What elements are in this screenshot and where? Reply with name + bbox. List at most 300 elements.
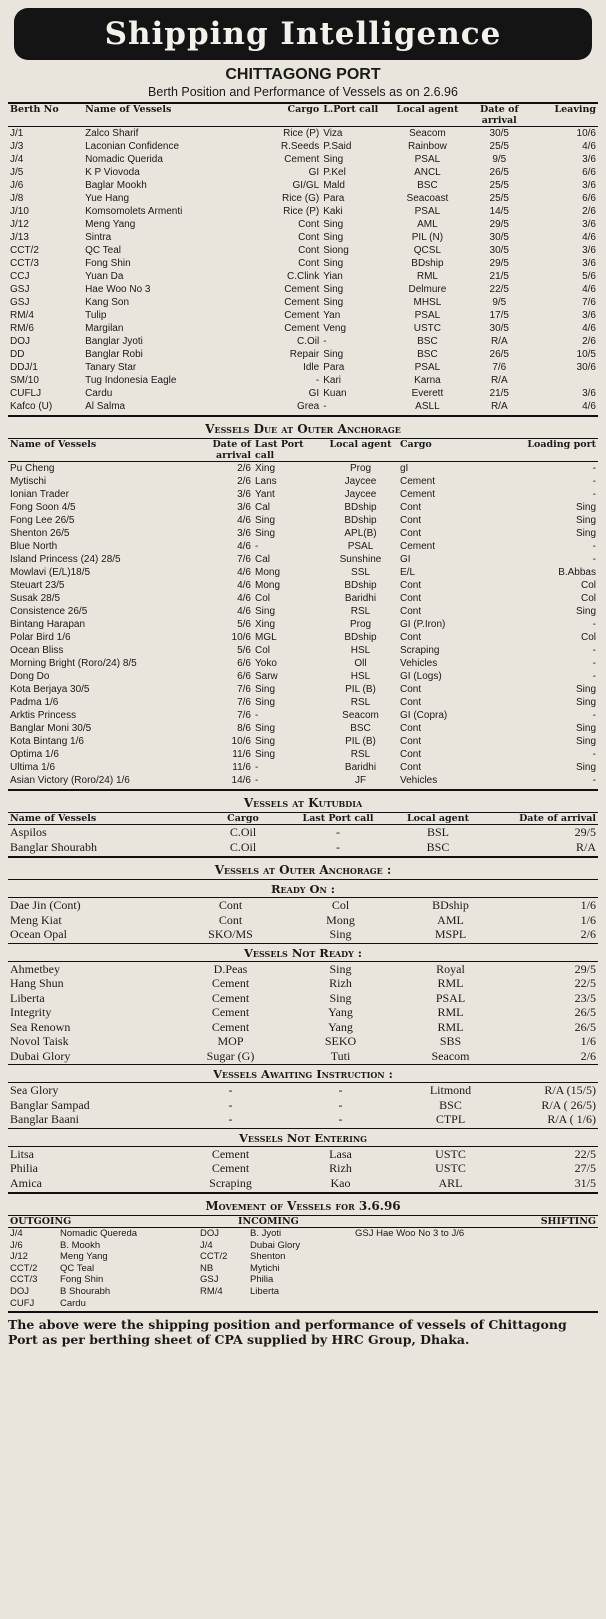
table-cell: QC Teal xyxy=(85,245,122,256)
table-cell: Cement xyxy=(284,323,320,334)
table-cell: 26/5 xyxy=(489,167,509,178)
table-row xyxy=(8,462,598,476)
table-cell: 14/5 xyxy=(489,206,509,217)
table-cell: Rice (G) xyxy=(281,193,320,204)
table-cell: Scraping xyxy=(209,1175,252,1190)
table-cell: Cement xyxy=(211,976,250,990)
table-cell: - xyxy=(336,839,340,854)
table-cell: 4/6 xyxy=(237,567,251,578)
table-row xyxy=(8,976,598,991)
table-cell: 4/6 xyxy=(582,141,596,152)
table-cell: Sing xyxy=(575,528,596,539)
table-cell: DOJ xyxy=(10,336,30,347)
table-cell: C.Oil xyxy=(229,839,257,854)
table-cell: - xyxy=(255,710,259,721)
table-cell: Sing xyxy=(323,297,344,308)
table-cell: Sing xyxy=(329,961,352,976)
table-cell xyxy=(353,1240,598,1252)
table-cell: - xyxy=(228,1112,233,1126)
table-cell: 29/5 xyxy=(489,258,509,269)
table-cell: J/6 xyxy=(10,1239,23,1251)
table-cell: - xyxy=(592,554,596,565)
table-row xyxy=(8,913,598,928)
table-cell: CUFJ xyxy=(10,1297,35,1309)
table-cell: RML xyxy=(437,976,464,990)
table-cell: 30/5 xyxy=(489,128,509,139)
table-cell: Xing xyxy=(255,463,276,474)
table-cell: Cement xyxy=(400,476,436,487)
table-cell: 23/5 xyxy=(574,990,596,1005)
source-note-tail: , Dhaka. xyxy=(411,1332,470,1348)
table-cell: - xyxy=(228,1097,233,1112)
table-cell: - xyxy=(592,710,596,721)
table-cell: Cont xyxy=(400,684,422,695)
table-cell: Cont xyxy=(400,606,422,617)
table-cell: Cement xyxy=(211,1005,250,1019)
table-row xyxy=(8,618,598,631)
table-cell: 30/5 xyxy=(489,232,509,243)
table-cell: 2/6 xyxy=(580,1048,596,1063)
not-ready-table xyxy=(8,962,598,1064)
table-row xyxy=(8,657,598,670)
table-cell: 31/5 xyxy=(574,1175,596,1190)
table-cell: 4/6 xyxy=(582,284,596,295)
table-cell: 3/6 xyxy=(582,154,596,165)
table-cell: 10/6 xyxy=(231,632,251,643)
table-cell: Oll xyxy=(354,658,367,669)
table-cell: Nomadic Querida xyxy=(85,154,163,165)
table-cell: PSAL xyxy=(414,154,441,165)
table-row xyxy=(8,553,598,566)
table-cell: Vehicles xyxy=(400,775,438,786)
table-cell: R/A ( 1/6) xyxy=(547,1112,596,1126)
berth-table xyxy=(8,104,598,413)
table-row xyxy=(8,735,598,748)
table-cell: Kari xyxy=(323,375,342,386)
table-cell: BSC xyxy=(417,180,438,191)
table-cell: Yuan Da xyxy=(85,271,124,282)
table-cell: GSJ Hae Woo No 3 to J/6 xyxy=(355,1228,465,1239)
table-cell: PIL (B) xyxy=(345,684,376,695)
table-row xyxy=(8,1286,598,1298)
column-header: Local agent xyxy=(396,104,459,115)
table-cell: 22/5 xyxy=(574,976,596,990)
table-cell xyxy=(353,1274,598,1286)
table-cell: Sing xyxy=(323,284,344,295)
table-cell: Polar Bird 1/6 xyxy=(10,632,71,643)
source-note-text: The above were the shipping position and performance of vessels of Chittagong Port as per berthing sheet of CPA supplied by xyxy=(8,1317,567,1348)
table-cell: 4/6 xyxy=(582,323,596,334)
table-cell: Col xyxy=(331,898,350,912)
table-cell: Sing xyxy=(255,684,276,695)
table-cell: Fong Shin xyxy=(60,1274,104,1286)
table-cell: Ahmetbey xyxy=(10,961,60,976)
table-cell: Tuti xyxy=(330,1048,351,1063)
table-row xyxy=(8,1240,598,1252)
movement-col-shifting: SHIFTING xyxy=(540,1216,597,1227)
table-cell: GI (Logs) xyxy=(400,671,442,682)
table-cell: 6/6 xyxy=(237,671,251,682)
table-cell: R.Seeds xyxy=(280,141,320,152)
table-row xyxy=(8,218,598,231)
table-cell: Tug Indonesia Eagle xyxy=(85,375,177,386)
column-header: Cargo xyxy=(227,813,259,824)
table-cell: Meng Yang xyxy=(85,219,136,230)
column-header: Local agent xyxy=(329,439,392,450)
table-row xyxy=(8,270,598,283)
table-cell: Prog xyxy=(349,463,372,474)
table-row xyxy=(8,579,598,592)
table-cell: 6/6 xyxy=(582,167,596,178)
table-cell: SM/10 xyxy=(10,375,39,386)
table-row xyxy=(8,1112,598,1127)
column-header: Date of arrival xyxy=(519,813,596,824)
table-cell: Integrity xyxy=(10,1005,52,1019)
table-cell: 2/6 xyxy=(237,476,251,487)
table-cell: - xyxy=(592,476,596,487)
table-cell: - xyxy=(592,671,596,682)
table-cell: Rizh xyxy=(329,976,352,990)
table-cell xyxy=(353,1251,598,1263)
table-cell: AML xyxy=(437,912,464,927)
table-cell: J/10 xyxy=(10,206,29,217)
table-row xyxy=(8,962,598,977)
table-row xyxy=(8,166,598,179)
table-cell: 4/6 xyxy=(237,593,251,604)
table-row xyxy=(8,825,598,840)
table-cell: GI (Copra) xyxy=(400,710,448,721)
table-cell: CCJ xyxy=(10,271,30,282)
table-row xyxy=(8,748,598,761)
table-row xyxy=(8,1049,598,1064)
table-cell: Cement xyxy=(400,489,436,500)
table-row xyxy=(8,644,598,657)
table-cell: Cont xyxy=(400,723,422,734)
table-cell: 5/6 xyxy=(582,271,596,282)
table-cell: PIL (B) xyxy=(345,736,376,747)
table-cell: 7/6 xyxy=(237,697,251,708)
table-cell: J/5 xyxy=(10,167,24,178)
ready-table xyxy=(8,898,598,942)
table-cell: Cardu xyxy=(85,388,113,399)
table-cell: Cont xyxy=(400,593,422,604)
table-cell: 29/5 xyxy=(574,825,596,839)
table-cell: Consistence 26/5 xyxy=(10,606,88,617)
table-cell: R/A xyxy=(490,375,508,386)
table-cell: Amica xyxy=(10,1175,42,1190)
table-cell: Sing xyxy=(255,515,276,526)
table-row xyxy=(8,244,598,257)
table-cell: PSAL xyxy=(414,206,441,217)
column-header: Berth No xyxy=(10,104,59,115)
table-cell: Col xyxy=(255,593,271,604)
table-cell: Morning Bright (Roro/24) 8/5 xyxy=(10,658,137,669)
awaiting-table xyxy=(8,1083,598,1127)
table-cell: - xyxy=(592,658,596,669)
table-cell: - xyxy=(323,401,327,412)
table-row xyxy=(8,501,598,514)
table-cell: PSAL xyxy=(414,362,441,373)
table-cell: PIL (N) xyxy=(411,232,444,243)
table-cell: 9/5 xyxy=(492,154,507,165)
table-cell: Litmond xyxy=(429,1083,472,1097)
table-cell: Shenton 26/5 xyxy=(10,528,70,539)
subsection-ready: Ready On : xyxy=(270,882,336,896)
table-row xyxy=(8,322,598,335)
table-row xyxy=(8,205,598,218)
clipping xyxy=(8,0,598,1347)
table-row xyxy=(8,335,598,348)
table-cell: Bintang Harapan xyxy=(10,619,86,630)
table-cell: Sea Renown xyxy=(10,1019,71,1034)
column-header: L.Port call xyxy=(323,104,379,115)
table-cell: Yoko xyxy=(255,658,277,669)
table-cell: Sing xyxy=(575,502,596,513)
table-cell: Mytichi xyxy=(250,1262,280,1274)
column-header: Loading port xyxy=(527,439,596,450)
section-heading-kutubdia: Vessels at Kutubdia xyxy=(243,796,363,810)
table-cell: 2/6 xyxy=(237,463,251,474)
table-cell: Liberta xyxy=(10,990,45,1005)
table-cell: Banglar Shourabh xyxy=(10,839,97,854)
table-cell: Cont xyxy=(218,912,243,927)
table-row xyxy=(8,761,598,774)
table-cell: Cement xyxy=(284,284,320,295)
table-cell: 7/6 xyxy=(582,297,596,308)
table-cell: GI/GL xyxy=(292,180,320,191)
table-cell: Kuan xyxy=(323,388,347,399)
table-cell: APL(B) xyxy=(344,528,377,539)
column-header: Name of Vessels xyxy=(10,813,97,824)
table-row xyxy=(8,540,598,553)
divider xyxy=(8,879,598,880)
table-cell: Sing xyxy=(575,697,596,708)
table-cell: Col xyxy=(580,593,596,604)
table-cell: CCT/2 xyxy=(200,1251,228,1263)
table-cell: BSC xyxy=(417,336,438,347)
table-row xyxy=(8,683,598,696)
table-cell: Cont xyxy=(298,245,320,256)
table-cell: Cont xyxy=(400,697,422,708)
table-row xyxy=(8,774,598,787)
table-cell: 9/5 xyxy=(492,297,507,308)
table-cell: Prog xyxy=(349,619,372,630)
kutubdia-table xyxy=(8,813,598,854)
divider xyxy=(8,789,598,791)
table-cell xyxy=(531,374,598,387)
table-cell: BDship xyxy=(344,502,377,513)
table-cell: Royal xyxy=(436,961,465,976)
column-header: Last Port call xyxy=(255,439,304,461)
table-cell: Dong Do xyxy=(10,671,50,682)
table-cell: Scraping xyxy=(400,645,440,656)
table-cell: Arktis Princess xyxy=(10,710,77,721)
table-row xyxy=(8,348,598,361)
table-row xyxy=(8,127,598,141)
table-cell: Cont xyxy=(400,762,422,773)
table-cell: - xyxy=(592,541,596,552)
table-cell: 6/6 xyxy=(237,658,251,669)
table-cell: HSL xyxy=(350,645,371,656)
table-cell: DD xyxy=(10,349,25,360)
table-cell: 3/6 xyxy=(582,219,596,230)
table-cell: 8/6 xyxy=(237,723,251,734)
table-cell: Sing xyxy=(575,684,596,695)
table-cell: - xyxy=(255,541,259,552)
table-cell: Banglar Moni 30/5 xyxy=(10,723,92,734)
table-cell: R/A xyxy=(575,839,596,854)
table-cell: BSL xyxy=(426,825,449,839)
table-cell: Blue North xyxy=(10,541,58,552)
table-cell: 4/6 xyxy=(582,232,596,243)
table-cell: MSPL xyxy=(434,927,467,941)
table-cell: J/3 xyxy=(10,141,24,152)
table-cell: 2/6 xyxy=(582,206,596,217)
table-cell: Baridhi xyxy=(344,762,377,773)
table-cell: SEKO xyxy=(324,1034,357,1048)
table-cell: Steuart 23/5 xyxy=(10,580,65,591)
table-cell: P.Said xyxy=(323,141,352,152)
table-row xyxy=(8,1083,598,1098)
table-cell: Sing xyxy=(575,762,596,773)
due-table xyxy=(8,439,598,787)
table-cell: Col xyxy=(255,645,271,656)
table-cell: Sea Glory xyxy=(10,1083,59,1097)
table-cell: 6/6 xyxy=(582,193,596,204)
divider xyxy=(8,415,598,417)
table-cell: SKO/MS xyxy=(208,927,253,941)
table-row xyxy=(8,927,598,942)
table-cell: Liberta xyxy=(250,1285,280,1297)
table-cell: RML xyxy=(437,1005,464,1019)
table-cell: 7/6 xyxy=(237,684,251,695)
source-company: HRC Group xyxy=(331,1332,412,1348)
table-cell: Laconian Confidence xyxy=(85,141,180,152)
table-cell: BDship xyxy=(344,580,377,591)
table-cell: 3/6 xyxy=(582,310,596,321)
page-title: Shipping Intelligence xyxy=(104,16,502,52)
table-cell: B. Jyoti xyxy=(250,1228,282,1239)
table-row xyxy=(8,670,598,683)
table-cell: - xyxy=(592,749,596,760)
table-cell: 22/5 xyxy=(489,284,509,295)
table-cell: Sing xyxy=(323,154,344,165)
table-cell: Seacom xyxy=(342,710,379,721)
table-cell: Philia xyxy=(250,1274,274,1286)
table-cell: J/12 xyxy=(10,219,29,230)
table-cell: SSL xyxy=(351,567,370,578)
table-cell: Banglar Robi xyxy=(85,349,143,360)
table-cell: B Shourabh xyxy=(60,1285,111,1297)
section-heading-due: Vessels Due at Outer Anchorage xyxy=(205,422,401,436)
movement-table xyxy=(8,1216,598,1309)
table-row xyxy=(8,527,598,540)
table-cell: 3/6 xyxy=(582,245,596,256)
table-cell: 3/6 xyxy=(582,388,596,399)
table-cell: Mong xyxy=(326,912,355,927)
table-cell: ASLL xyxy=(415,401,440,412)
table-row xyxy=(8,192,598,205)
table-cell: Sing xyxy=(255,606,276,617)
table-cell: 7/6 xyxy=(237,710,251,721)
table-cell: Cont xyxy=(218,898,243,912)
table-cell: GI xyxy=(308,167,320,178)
table-cell: Aspilos xyxy=(10,825,47,839)
table-cell: Grea xyxy=(296,401,320,412)
table-cell: Al Salma xyxy=(85,401,126,412)
table-cell: 27/5 xyxy=(574,1161,596,1175)
table-cell: DOJ xyxy=(200,1228,220,1239)
table-cell: MOP xyxy=(217,1034,244,1048)
table-cell: Jaycee xyxy=(344,489,377,500)
table-cell: 30/5 xyxy=(489,323,509,334)
table-row xyxy=(8,1251,598,1263)
table-cell: Cont xyxy=(400,515,422,526)
table-cell: 2/6 xyxy=(582,336,596,347)
table-row xyxy=(8,1098,598,1113)
table-row xyxy=(8,475,598,488)
table-cell: RML xyxy=(416,271,438,282)
table-cell: Karna xyxy=(414,375,441,386)
table-row xyxy=(8,722,598,735)
table-cell xyxy=(353,1263,598,1275)
column-header: Cargo xyxy=(400,439,432,450)
table-row xyxy=(8,991,598,1006)
table-row xyxy=(8,631,598,644)
table-cell: NB xyxy=(200,1262,214,1274)
table-cell: 29/5 xyxy=(574,961,596,976)
table-cell: Sing xyxy=(255,528,276,539)
table-cell: USTC xyxy=(435,1146,466,1161)
table-cell: - xyxy=(228,1083,233,1097)
table-row xyxy=(8,709,598,722)
table-row xyxy=(8,1274,598,1286)
table-cell: BSC xyxy=(439,1097,462,1112)
table-cell: GI xyxy=(400,554,411,565)
table-cell: Jaycee xyxy=(344,476,377,487)
table-cell: Veng xyxy=(323,323,347,334)
table-cell: Sing xyxy=(255,749,276,760)
table-cell: Cont xyxy=(298,219,320,230)
table-cell: Yue Hang xyxy=(85,193,130,204)
table-cell: Cement xyxy=(211,990,250,1005)
table-cell: - xyxy=(336,825,340,839)
table-cell: Dae Jin (Cont) xyxy=(10,898,81,912)
table-row xyxy=(8,296,598,309)
table-cell: R/A ( 26/5) xyxy=(541,1097,596,1112)
table-cell: 5/6 xyxy=(237,645,251,656)
table-cell: CCT/3 xyxy=(10,258,39,269)
table-cell: Dubai Glory xyxy=(10,1048,71,1063)
table-cell: QCSL xyxy=(413,245,442,256)
table-cell: PSAL xyxy=(435,990,466,1005)
table-cell: - xyxy=(255,775,259,786)
table-cell: J/12 xyxy=(10,1251,28,1263)
table-cell: E/L xyxy=(400,567,416,578)
table-cell: Everett xyxy=(411,388,444,399)
table-cell: 3/6 xyxy=(582,258,596,269)
table-cell: 22/5 xyxy=(574,1146,596,1161)
table-cell: Banglar Jyoti xyxy=(85,336,143,347)
table-cell: 3/6 xyxy=(582,180,596,191)
table-cell: Kao xyxy=(330,1175,351,1190)
table-cell: - xyxy=(592,489,596,500)
table-cell: Cement xyxy=(211,1161,250,1175)
table-cell: Kota Berjaya 30/5 xyxy=(10,684,90,695)
table-cell: - xyxy=(338,1112,343,1126)
table-row xyxy=(8,898,598,913)
table-cell: J/6 xyxy=(10,180,24,191)
